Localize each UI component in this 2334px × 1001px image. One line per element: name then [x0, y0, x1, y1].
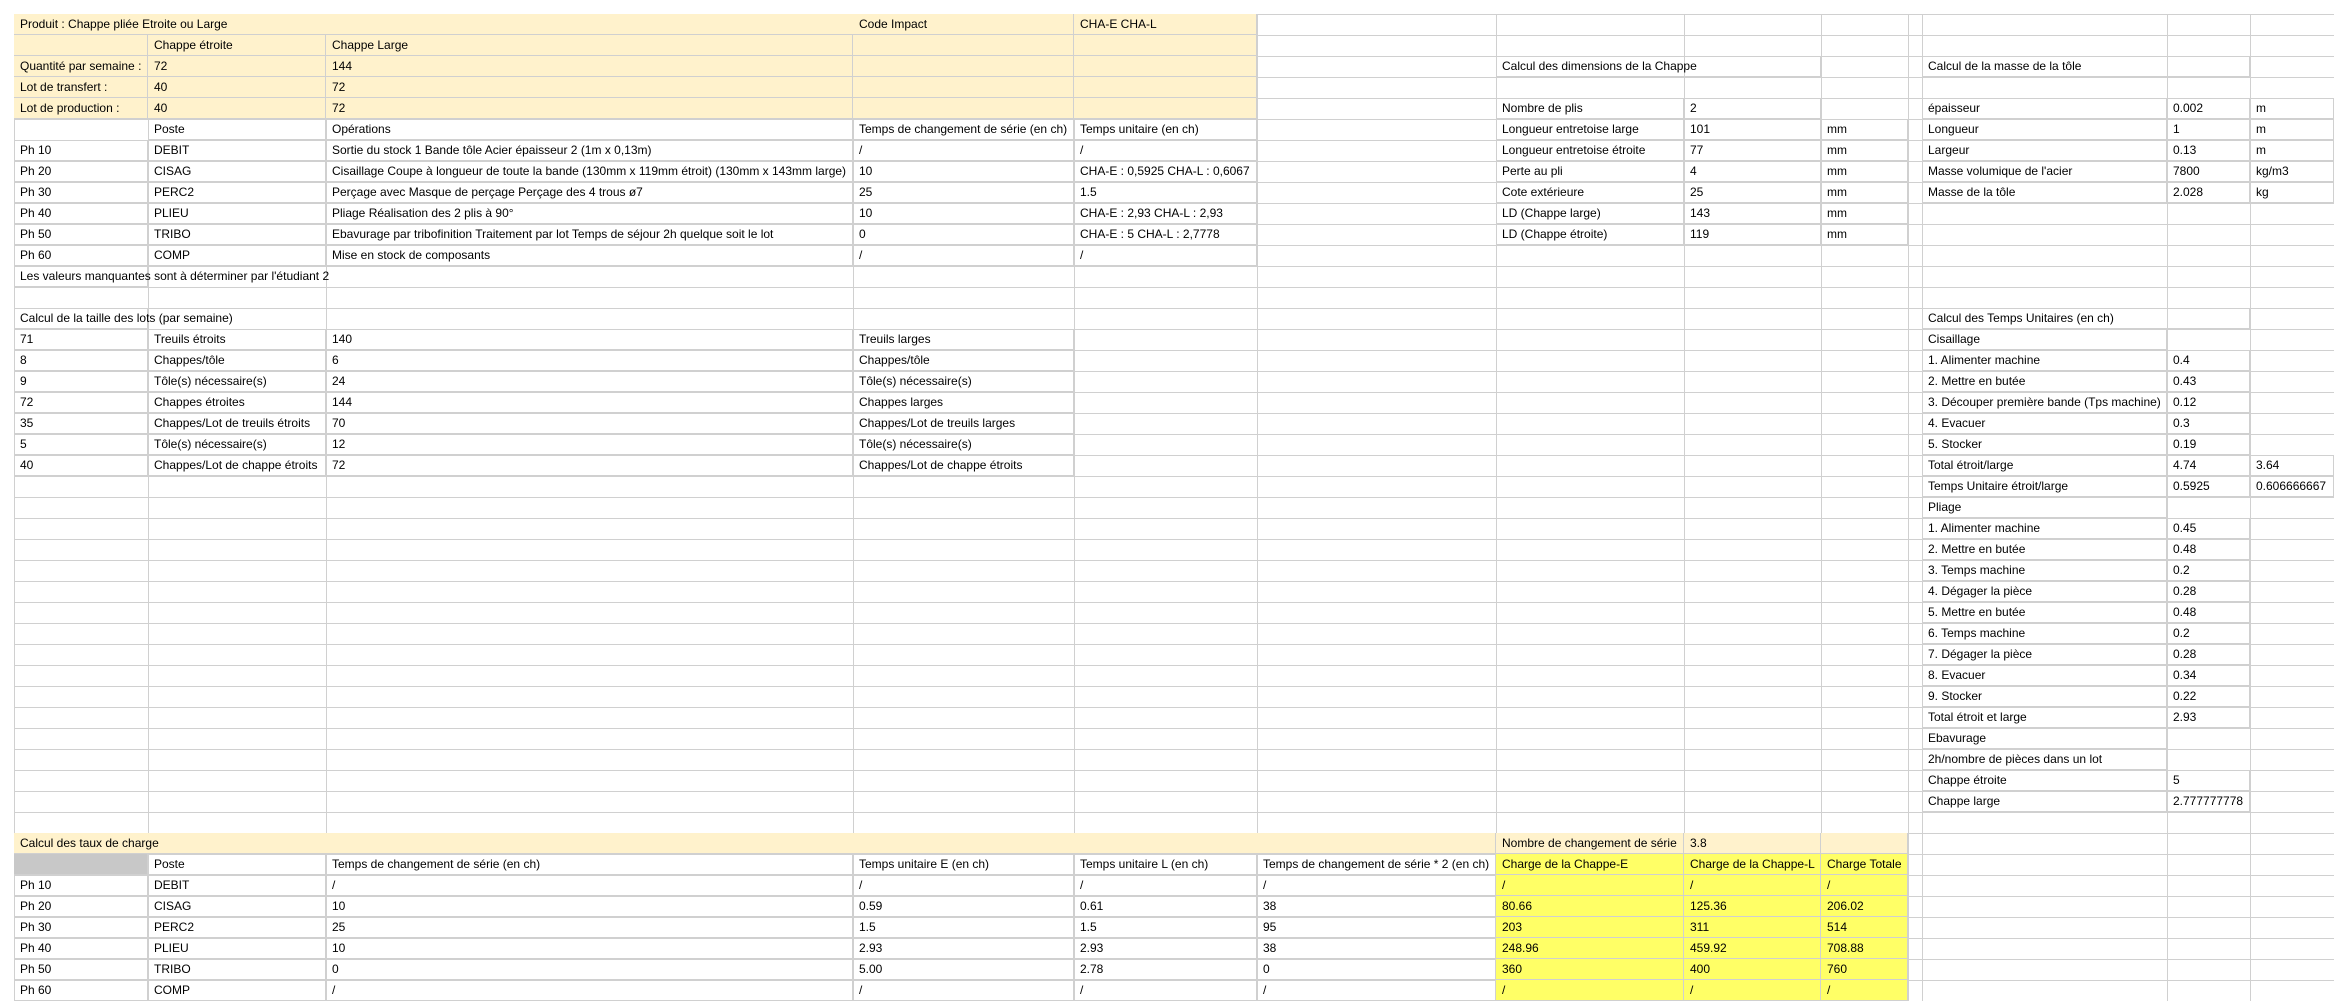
cell-K5[interactable]: épaisseur: [1922, 98, 2167, 119]
cell-C20[interactable]: 70: [326, 413, 853, 434]
cell-C5[interactable]: 72: [326, 98, 853, 119]
cell-A8[interactable]: Ph 20: [14, 161, 148, 182]
cell-B17[interactable]: Chappes/tôle: [148, 350, 326, 371]
cell-G43[interactable]: 80.66: [1496, 896, 1684, 917]
cell-F47[interactable]: /: [1257, 980, 1496, 1001]
cell-A44[interactable]: Ph 30: [14, 917, 148, 938]
cell-K26[interactable]: 2. Mettre en butée: [1922, 539, 2167, 560]
cell-H40[interactable]: 3.8: [1684, 833, 1821, 854]
cell-L23[interactable]: 0.5925: [2167, 476, 2250, 497]
cell-L34[interactable]: 2.93: [2167, 707, 2250, 728]
cell-I40[interactable]: [1821, 833, 1908, 854]
cell-B3[interactable]: 72: [148, 56, 326, 77]
cell-D3[interactable]: [853, 56, 1074, 77]
cell-I44[interactable]: 514: [1821, 917, 1908, 938]
cell-F42[interactable]: /: [1257, 875, 1496, 896]
cell-L28[interactable]: 0.28: [2167, 581, 2250, 602]
cell-D45[interactable]: 2.93: [853, 938, 1074, 959]
cell-D16[interactable]: Treuils larges: [853, 329, 1074, 350]
cell-H6[interactable]: 101: [1684, 119, 1821, 140]
cell-L32[interactable]: 0.34: [2167, 665, 2250, 686]
cell-I41[interactable]: Charge Totale: [1821, 854, 1908, 875]
cell-A47[interactable]: Ph 60: [14, 980, 148, 1001]
cell-H45[interactable]: 459.92: [1684, 938, 1821, 959]
cell-B5[interactable]: 40: [148, 98, 326, 119]
cell-B41[interactable]: Poste: [148, 854, 326, 875]
cell-K18[interactable]: 2. Mettre en butée: [1922, 371, 2167, 392]
cell-B6[interactable]: Poste: [148, 119, 326, 140]
cell-M23[interactable]: 0.606666667: [2250, 476, 2334, 497]
cell-E2[interactable]: [1074, 35, 1257, 56]
cell-D46[interactable]: 5.00: [853, 959, 1074, 980]
cell-A15[interactable]: Calcul de la taille des lots (par semaine): [14, 308, 148, 329]
cell-E9[interactable]: 1.5: [1074, 182, 1257, 203]
cell-L25[interactable]: 0.45: [2167, 518, 2250, 539]
cell-I42[interactable]: /: [1821, 875, 1908, 896]
cell-G9[interactable]: Cote extérieure: [1496, 182, 1684, 203]
cell-D2[interactable]: [853, 35, 1074, 56]
cell-C6[interactable]: Opérations: [326, 119, 853, 140]
cell-C18[interactable]: 24: [326, 371, 853, 392]
cell-F43[interactable]: 38: [1257, 896, 1496, 917]
cell-H41[interactable]: Charge de la Chappe-L: [1684, 854, 1821, 875]
cell-K20[interactable]: 4. Evacuer: [1922, 413, 2167, 434]
cell-C3[interactable]: 144: [326, 56, 853, 77]
cell-B46[interactable]: TRIBO: [148, 959, 326, 980]
cell-L22[interactable]: 4.74: [2167, 455, 2250, 476]
cell-G11[interactable]: LD (Chappe étroite): [1496, 224, 1684, 245]
cell-A18[interactable]: 9: [14, 371, 148, 392]
cell-H8[interactable]: 4: [1684, 161, 1821, 182]
cell-M6[interactable]: m: [2250, 119, 2334, 140]
cell-H7[interactable]: 77: [1684, 140, 1821, 161]
cell-E3[interactable]: [1074, 56, 1257, 77]
cell-I9[interactable]: mm: [1821, 182, 1908, 203]
cell-I47[interactable]: /: [1821, 980, 1908, 1001]
cell-C41[interactable]: Temps de changement de série (en ch): [326, 854, 853, 875]
cell-C2[interactable]: Chappe Large: [326, 35, 853, 56]
cell-K32[interactable]: 8. Evacuer: [1922, 665, 2167, 686]
cell-D42[interactable]: /: [853, 875, 1074, 896]
cell-E45[interactable]: 2.93: [1074, 938, 1257, 959]
cell-H47[interactable]: /: [1684, 980, 1821, 1001]
cell-A21[interactable]: 5: [14, 434, 148, 455]
cell-C21[interactable]: 12: [326, 434, 853, 455]
cell-L6[interactable]: 1: [2167, 119, 2250, 140]
cell-K3[interactable]: Calcul de la masse de la tôle: [1922, 56, 2250, 77]
cell-E42[interactable]: /: [1074, 875, 1257, 896]
cell-A16[interactable]: 71: [14, 329, 148, 350]
cell-K28[interactable]: 4. Dégager la pièce: [1922, 581, 2167, 602]
cell-L7[interactable]: 0.13: [2167, 140, 2250, 161]
cell-A45[interactable]: Ph 40: [14, 938, 148, 959]
cell-I46[interactable]: 760: [1821, 959, 1908, 980]
cell-I43[interactable]: 206.02: [1821, 896, 1908, 917]
cell-L21[interactable]: 0.19: [2167, 434, 2250, 455]
cell-H46[interactable]: 400: [1684, 959, 1821, 980]
cell-K22[interactable]: Total étroit/large: [1922, 455, 2167, 476]
cell-G3[interactable]: Calcul des dimensions de la Chappe: [1496, 56, 1821, 77]
cell-D5[interactable]: [853, 98, 1074, 119]
cell-I7[interactable]: mm: [1821, 140, 1908, 161]
cell-D10[interactable]: 10: [853, 203, 1074, 224]
cell-D21[interactable]: Tôle(s) nécessaire(s): [853, 434, 1074, 455]
cell-G6[interactable]: Longueur entretoise large: [1496, 119, 1684, 140]
cell-F46[interactable]: 0: [1257, 959, 1496, 980]
cell-B11[interactable]: TRIBO: [148, 224, 326, 245]
cell-I6[interactable]: mm: [1821, 119, 1908, 140]
cell-C42[interactable]: /: [326, 875, 853, 896]
cell-L9[interactable]: 2.028: [2167, 182, 2250, 203]
cell-A12[interactable]: Ph 60: [14, 245, 148, 266]
cell-C46[interactable]: 0: [326, 959, 853, 980]
cell-K34[interactable]: Total étroit et large: [1922, 707, 2167, 728]
cell-E47[interactable]: /: [1074, 980, 1257, 1001]
cell-B45[interactable]: PLIEU: [148, 938, 326, 959]
cell-I11[interactable]: mm: [1821, 224, 1908, 245]
cell-C43[interactable]: 10: [326, 896, 853, 917]
cell-E41[interactable]: Temps unitaire L (en ch): [1074, 854, 1257, 875]
cell-B21[interactable]: Tôle(s) nécessaire(s): [148, 434, 326, 455]
cell-G8[interactable]: Perte au pli: [1496, 161, 1684, 182]
cell-B42[interactable]: DEBIT: [148, 875, 326, 896]
cell-F41[interactable]: Temps de changement de série * 2 (en ch): [1257, 854, 1496, 875]
cell-D11[interactable]: 0: [853, 224, 1074, 245]
cell-G41[interactable]: Charge de la Chappe-E: [1496, 854, 1684, 875]
cell-A41[interactable]: [14, 854, 148, 875]
cell-L29[interactable]: 0.48: [2167, 602, 2250, 623]
cell-G5[interactable]: Nombre de plis: [1496, 98, 1684, 119]
cell-K25[interactable]: 1. Alimenter machine: [1922, 518, 2167, 539]
cell-K29[interactable]: 5. Mettre en butée: [1922, 602, 2167, 623]
cell-A2[interactable]: [14, 35, 148, 56]
cell-A22[interactable]: 40: [14, 455, 148, 476]
cell-C7[interactable]: Sortie du stock 1 Bande tôle Acier épaisseur 2 (1m x 0,13m): [326, 140, 853, 161]
cell-G42[interactable]: /: [1496, 875, 1684, 896]
cell-K31[interactable]: 7. Dégager la pièce: [1922, 644, 2167, 665]
cell-E4[interactable]: [1074, 77, 1257, 98]
cell-B18[interactable]: Tôle(s) nécessaire(s): [148, 371, 326, 392]
cell-B7[interactable]: DEBIT: [148, 140, 326, 161]
cell-D4[interactable]: [853, 77, 1074, 98]
cell-H5[interactable]: 2: [1684, 98, 1821, 119]
cell-B4[interactable]: 40: [148, 77, 326, 98]
cell-B12[interactable]: COMP: [148, 245, 326, 266]
cell-I8[interactable]: mm: [1821, 161, 1908, 182]
cell-B43[interactable]: CISAG: [148, 896, 326, 917]
cell-K23[interactable]: Temps Unitaire étroit/large: [1922, 476, 2167, 497]
cell-A13[interactable]: Les valeurs manquantes sont à déterminer par l'étudiant 2: [14, 266, 148, 287]
cell-K6[interactable]: Longueur: [1922, 119, 2167, 140]
cell-A42[interactable]: Ph 10: [14, 875, 148, 896]
cell-B20[interactable]: Chappes/Lot de treuils étroits: [148, 413, 326, 434]
cell-L38[interactable]: 2.777777778: [2167, 791, 2250, 812]
cell-L27[interactable]: 0.2: [2167, 560, 2250, 581]
cell-E46[interactable]: 2.78: [1074, 959, 1257, 980]
cell-I45[interactable]: 708.88: [1821, 938, 1908, 959]
cell-A20[interactable]: 35: [14, 413, 148, 434]
cell-A40[interactable]: Calcul des taux de charge: [14, 833, 1496, 854]
cell-K19[interactable]: 3. Découper première bande (Tps machine): [1922, 392, 2167, 413]
cell-M9[interactable]: kg: [2250, 182, 2334, 203]
cell-C17[interactable]: 6: [326, 350, 853, 371]
cell-B8[interactable]: CISAG: [148, 161, 326, 182]
cell-M7[interactable]: m: [2250, 140, 2334, 161]
cell-A9[interactable]: Ph 30: [14, 182, 148, 203]
cell-H10[interactable]: 143: [1684, 203, 1821, 224]
cell-L19[interactable]: 0.12: [2167, 392, 2250, 413]
cell-D20[interactable]: Chappes/Lot de treuils larges: [853, 413, 1074, 434]
cell-K30[interactable]: 6. Temps machine: [1922, 623, 2167, 644]
cell-D17[interactable]: Chappes/tôle: [853, 350, 1074, 371]
cell-E11[interactable]: CHA-E : 5 CHA-L : 2,7778: [1074, 224, 1257, 245]
cell-D7[interactable]: /: [853, 140, 1074, 161]
cell-L18[interactable]: 0.43: [2167, 371, 2250, 392]
cell-C19[interactable]: 144: [326, 392, 853, 413]
cell-E1[interactable]: CHA-E CHA-L: [1074, 14, 1257, 35]
cell-B16[interactable]: Treuils étroits: [148, 329, 326, 350]
cell-E7[interactable]: /: [1074, 140, 1257, 161]
cell-E12[interactable]: /: [1074, 245, 1257, 266]
cell-L37[interactable]: 5: [2167, 770, 2250, 791]
cell-G45[interactable]: 248.96: [1496, 938, 1684, 959]
cell-A7[interactable]: Ph 10: [14, 140, 148, 161]
cell-C10[interactable]: Pliage Réalisation des 2 plis à 90°: [326, 203, 853, 224]
cell-H11[interactable]: 119: [1684, 224, 1821, 245]
cell-H42[interactable]: /: [1684, 875, 1821, 896]
cell-G10[interactable]: LD (Chappe large): [1496, 203, 1684, 224]
cell-K24[interactable]: Pliage: [1922, 497, 2167, 518]
cell-D9[interactable]: 25: [853, 182, 1074, 203]
cell-A43[interactable]: Ph 20: [14, 896, 148, 917]
cell-B19[interactable]: Chappes étroites: [148, 392, 326, 413]
cell-G47[interactable]: /: [1496, 980, 1684, 1001]
cell-A3[interactable]: Quantité par semaine :: [14, 56, 148, 77]
cell-D18[interactable]: Tôle(s) nécessaire(s): [853, 371, 1074, 392]
cell-D22[interactable]: Chappes/Lot de chappe étroits: [853, 455, 1074, 476]
cell-C4[interactable]: 72: [326, 77, 853, 98]
cell-H9[interactable]: 25: [1684, 182, 1821, 203]
cell-D19[interactable]: Chappes larges: [853, 392, 1074, 413]
cell-D6[interactable]: Temps de changement de série (en ch): [853, 119, 1074, 140]
cell-K35[interactable]: Ebavurage: [1922, 728, 2167, 749]
cell-F45[interactable]: 38: [1257, 938, 1496, 959]
cell-M5[interactable]: m: [2250, 98, 2334, 119]
cell-B44[interactable]: PERC2: [148, 917, 326, 938]
cell-D47[interactable]: /: [853, 980, 1074, 1001]
cell-D43[interactable]: 0.59: [853, 896, 1074, 917]
cell-C22[interactable]: 72: [326, 455, 853, 476]
cell-L26[interactable]: 0.48: [2167, 539, 2250, 560]
cell-F44[interactable]: 95: [1257, 917, 1496, 938]
cell-G7[interactable]: Longueur entretoise étroite: [1496, 140, 1684, 161]
cell-B2[interactable]: Chappe étroite: [148, 35, 326, 56]
cell-K16[interactable]: Cisaillage: [1922, 329, 2167, 350]
cell-B9[interactable]: PERC2: [148, 182, 326, 203]
cell-K17[interactable]: 1. Alimenter machine: [1922, 350, 2167, 371]
cell-A1[interactable]: Produit : Chappe pliée Etroite ou Large: [14, 14, 1074, 35]
cell-C44[interactable]: 25: [326, 917, 853, 938]
cell-L17[interactable]: 0.4: [2167, 350, 2250, 371]
cell-A11[interactable]: Ph 50: [14, 224, 148, 245]
cell-A19[interactable]: 72: [14, 392, 148, 413]
cell-L33[interactable]: 0.22: [2167, 686, 2250, 707]
cell-C12[interactable]: Mise en stock de composants: [326, 245, 853, 266]
cell-A5[interactable]: Lot de production :: [14, 98, 148, 119]
cell-G40[interactable]: Nombre de changement de série: [1496, 833, 1684, 854]
cell-A17[interactable]: 8: [14, 350, 148, 371]
cell-E8[interactable]: CHA-E : 0,5925 CHA-L : 0,6067: [1074, 161, 1257, 182]
cell-K9[interactable]: Masse de la tôle: [1922, 182, 2167, 203]
cell-C11[interactable]: Ebavurage par tribofinition Traitement par lot Temps de séjour 2h quelque soit le lot: [326, 224, 853, 245]
cell-A10[interactable]: Ph 40: [14, 203, 148, 224]
cell-L31[interactable]: 0.28: [2167, 644, 2250, 665]
cell-D12[interactable]: /: [853, 245, 1074, 266]
cell-K15[interactable]: Calcul des Temps Unitaires (en ch): [1922, 308, 2250, 329]
cell-K36[interactable]: 2h/nombre de pièces dans un lot: [1922, 749, 2167, 770]
cell-C45[interactable]: 10: [326, 938, 853, 959]
cell-B47[interactable]: COMP: [148, 980, 326, 1001]
cell-K27[interactable]: 3. Temps machine: [1922, 560, 2167, 581]
cell-E44[interactable]: 1.5: [1074, 917, 1257, 938]
cell-K37[interactable]: Chappe étroite: [1922, 770, 2167, 791]
cell-B22[interactable]: Chappes/Lot de chappe étroits: [148, 455, 326, 476]
cell-C9[interactable]: Perçage avec Masque de perçage Perçage des 4 trous ø7: [326, 182, 853, 203]
cell-D8[interactable]: 10: [853, 161, 1074, 182]
cell-D44[interactable]: 1.5: [853, 917, 1074, 938]
cell-I10[interactable]: mm: [1821, 203, 1908, 224]
cell-K33[interactable]: 9. Stocker: [1922, 686, 2167, 707]
cell-C16[interactable]: 140: [326, 329, 853, 350]
cell-B10[interactable]: PLIEU: [148, 203, 326, 224]
cell-M8[interactable]: kg/m3: [2250, 161, 2334, 182]
cell-A4[interactable]: Lot de transfert :: [14, 77, 148, 98]
cell-L20[interactable]: 0.3: [2167, 413, 2250, 434]
cell-K7[interactable]: Largeur: [1922, 140, 2167, 161]
cell-K21[interactable]: 5. Stocker: [1922, 434, 2167, 455]
cell-E10[interactable]: CHA-E : 2,93 CHA-L : 2,93: [1074, 203, 1257, 224]
cell-D41[interactable]: Temps unitaire E (en ch): [853, 854, 1074, 875]
cell-C47[interactable]: /: [326, 980, 853, 1001]
cell-H44[interactable]: 311: [1684, 917, 1821, 938]
cell-D1[interactable]: Code Impact: [853, 14, 1074, 35]
cell-K8[interactable]: Masse volumique de l'acier: [1922, 161, 2167, 182]
cell-G44[interactable]: 203: [1496, 917, 1684, 938]
cell-H43[interactable]: 125.36: [1684, 896, 1821, 917]
cell-L30[interactable]: 0.2: [2167, 623, 2250, 644]
cell-E6[interactable]: Temps unitaire (en ch): [1074, 119, 1257, 140]
cell-M22[interactable]: 3.64: [2250, 455, 2334, 476]
cell-E5[interactable]: [1074, 98, 1257, 119]
cell-L5[interactable]: 0.002: [2167, 98, 2250, 119]
cell-G46[interactable]: 360: [1496, 959, 1684, 980]
cell-C8[interactable]: Cisaillage Coupe à longueur de toute la bande (130mm x 119mm étroit) (130mm x 143mm large): [326, 161, 853, 182]
cell-L8[interactable]: 7800: [2167, 161, 2250, 182]
cell-A46[interactable]: Ph 50: [14, 959, 148, 980]
cell-K38[interactable]: Chappe large: [1922, 791, 2167, 812]
cell-E43[interactable]: 0.61: [1074, 896, 1257, 917]
